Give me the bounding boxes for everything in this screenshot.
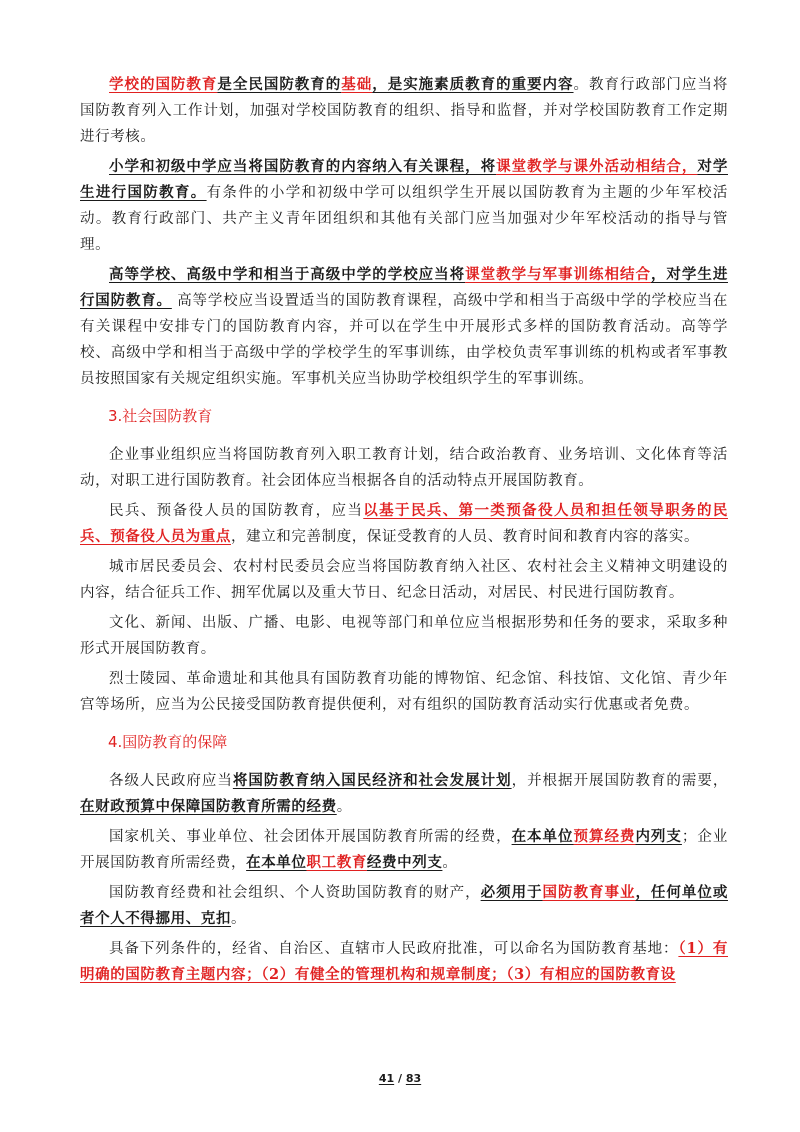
- paragraph-enterprises: 企业事业组织应当将国防教育列入职工教育计划，结合政治教育、业务培训、文化体育等活动，对职工进行国防教育。社会团体应当根据各自的活动特点开展国防教育。: [80, 447, 728, 489]
- paragraph-primary-schools: [80, 154, 728, 258]
- paragraph-unit-funding: [80, 824, 728, 876]
- body-text: ；企业开展国防教育所需经费，: [80, 829, 728, 871]
- body-text: 民兵、预备役人员的国防教育，应当: [109, 503, 364, 519]
- emphasis-text: 在本单位: [511, 828, 574, 845]
- total-pages: 83: [405, 1072, 422, 1085]
- paragraph-school-defense-education: [80, 72, 728, 150]
- section-heading-social-education: 3.社会国防教育: [108, 407, 213, 425]
- body-text: 。: [231, 911, 247, 927]
- emphasis-text: 以基于民兵、第一类预备役人员和担任领导职务的民兵、预备役人员为重点: [80, 502, 728, 545]
- emphasis-text: 将国防教育纳入国民经济和社会发展计划: [232, 772, 512, 789]
- body-text: 有条件的小学和初级中学可以组织学生开展以国防教育为主题的少年军校活动。教育行政部门、共产主义青年团组织和其他有关部门应当加强对少年军校活动的指导与管理。: [80, 185, 728, 253]
- page-separator: /: [394, 1072, 406, 1085]
- emphasis-text: 预算经费: [573, 828, 636, 845]
- emphasis-text: 学校的国防教育: [109, 76, 218, 93]
- emphasis-text: 职工教育: [306, 854, 367, 871]
- emphasis-text: 是全民国防教育的: [217, 76, 342, 93]
- emphasis-text: 在财政预算中保障国防教育所需的经费: [80, 798, 337, 815]
- emphasis-text: （1）有明确的国防教育主题内容；（2）有健全的管理机构和规章制度；（3）有相应的国防教育设: [80, 940, 728, 983]
- emphasis-text: ，是实施素质教育的重要内容: [372, 76, 574, 93]
- paragraph-committees: 城市居民委员会、农村村民委员会应当将国防教育纳入社区、农村社会主义精神文明建设的内容，结合征兵工作、拥军优属以及重大节日、纪念日活动，对居民、村民进行国防教育。: [80, 559, 728, 601]
- emphasis-text: 必须用于: [480, 884, 543, 901]
- emphasis-text: 对学生进行国防教育。: [80, 158, 728, 201]
- paragraph-higher-education: [80, 262, 728, 392]
- body-text: 各级人民政府应当: [109, 773, 233, 789]
- paragraph-militia: [80, 498, 728, 550]
- emphasis-text: 内列支: [635, 828, 682, 845]
- emphasis-text: 在本单位: [246, 854, 307, 871]
- body-text: ，建立和完善制度，保证受教育的人员、教育时间和教育内容的落实。: [231, 529, 700, 545]
- page-number: [0, 1072, 800, 1085]
- emphasis-text: 高等学校、高级中学和相当于高级中学的学校应当将: [109, 266, 466, 283]
- emphasis-text: 基础: [341, 76, 373, 93]
- emphasis-text: 课堂教学与军事训练相结合: [465, 266, 651, 283]
- body-text: 。: [336, 799, 352, 815]
- body-text: 国家机关、事业单位、社会团体开展国防教育所需的经费，: [109, 829, 512, 845]
- emphasis-text: 经费中列支: [366, 854, 443, 871]
- paragraph-funding-use: [80, 880, 728, 932]
- document-body: [80, 72, 728, 992]
- current-page: 41: [378, 1072, 395, 1085]
- body-text: 。: [442, 855, 458, 871]
- emphasis-text: 国防教育事业: [542, 884, 636, 901]
- emphasis-text: ，任何单位或者个人不得挪用、克扣: [80, 884, 728, 927]
- body-text: ，并根据开展国防教育的需要，: [511, 773, 728, 789]
- emphasis-text: 课堂教学与课外活动相结合，: [496, 158, 698, 175]
- body-text: 。教育行政部门应当将国防教育列入工作计划，加强对学校国防教育的组织、指导和监督，并对学校国防教育工作定期进行考核。: [80, 77, 728, 145]
- body-text: 具备下列条件的，经省、自治区、直辖市人民政府批准，可以命名为国防教育基地：: [109, 941, 679, 957]
- emphasis-text: ，对学生进行国防教育。: [80, 266, 728, 309]
- body-text: 高等学校应当设置适当的国防教育课程，高级中学和相当于高级中学的学校应当在有关课程中安排专门的国防教育内容，并可以在学生中开展形式多样的国防教育活动。高等学校、高级中学和相当于高级中学的学校学生的军事训练，由学校负责军事训练的机构或者军事教员按照国家有关规定组织实施。军事机关应当协助学校组织学生的军事训练。: [80, 293, 728, 387]
- body-text: 国防教育经费和社会组织、个人资助国防教育的财产，: [109, 885, 481, 901]
- paragraph-education-base: [80, 936, 728, 988]
- paragraph-venues: 烈士陵园、革命遗址和其他具有国防教育功能的博物馆、纪念馆、科技馆、文化馆、青少年宫等场所，应当为公民接受国防教育提供便利，对有组织的国防教育活动实行优惠或者免费。: [80, 671, 728, 713]
- paragraph-government-funding: [80, 768, 728, 820]
- emphasis-text: 小学和初级中学应当将国防教育的内容纳入有关课程，将: [109, 158, 497, 175]
- paragraph-media: 文化、新闻、出版、广播、电影、电视等部门和单位应当根据形势和任务的要求，采取多种形式开展国防教育。: [80, 615, 728, 657]
- section-heading-guarantee: 4.国防教育的保障: [108, 733, 228, 751]
